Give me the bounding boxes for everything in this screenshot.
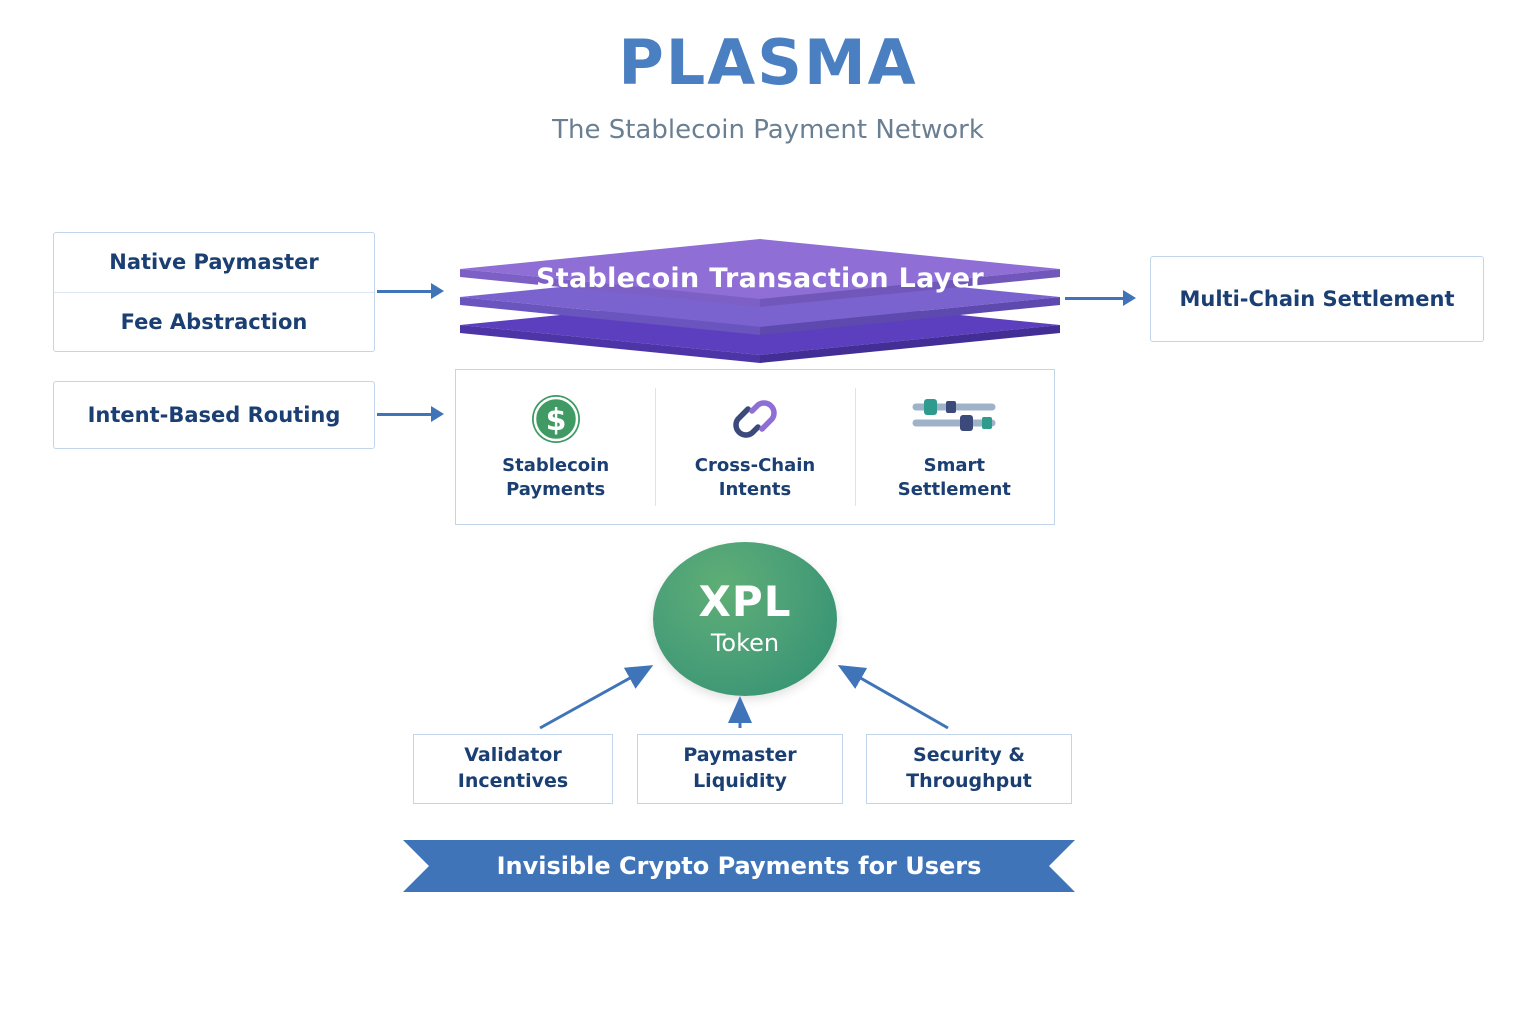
bottom-box-validator-incentives: [413, 734, 613, 804]
bottom-box-line2: Throughput: [906, 770, 1032, 792]
arrow-routing-to-features-line: [377, 413, 433, 416]
sliders-icon: [908, 392, 1000, 446]
features-panel: [455, 369, 1055, 525]
layer-stack-label: Stablecoin Transaction Layer: [536, 263, 984, 294]
banner-label: Invisible Crypto Payments for Users: [496, 852, 982, 880]
arrow-paymaster-to-layer-head: [431, 283, 444, 299]
bottom-box-line2: Incentives: [457, 770, 569, 792]
arrow-layer-to-settlement-line: [1065, 297, 1125, 300]
chain-link-icon: [724, 392, 786, 446]
left-box-row-fee-abstraction: Fee Abstraction: [120, 309, 308, 334]
left-box-paymaster: [53, 232, 375, 352]
bottom-box-line1: Paymaster: [683, 744, 797, 767]
arrow-paymaster-to-layer-line: [377, 290, 433, 293]
bottom-box-security-throughput: [866, 734, 1072, 804]
right-box-multi-chain-settlement: Multi-Chain Settlement: [1150, 256, 1484, 342]
feature-line1: Smart: [923, 454, 985, 476]
token-sublabel: Token: [710, 629, 780, 657]
feature-label-cross-chain-intents: [695, 454, 816, 503]
stablecoin-transaction-layer-stack: [450, 225, 1070, 370]
bottom-box-paymaster-liquidity: [637, 734, 843, 804]
feature-cross-chain-intents: [655, 370, 854, 524]
arrow-layer-to-settlement-head: [1123, 290, 1136, 306]
feature-label-smart-settlement: [898, 454, 1011, 503]
xpl-token-node: [653, 542, 837, 696]
feature-line2: Settlement: [897, 479, 1011, 500]
arrow-routing-to-features-head: [431, 406, 444, 422]
feature-line2: Payments: [506, 479, 606, 500]
bottom-box-line1: Security &: [913, 744, 1025, 767]
feature-line1: Cross-Chain: [694, 454, 816, 476]
left-box-intent-routing: Intent-Based Routing: [53, 381, 375, 449]
page-subtitle: The Stablecoin Payment Network: [552, 115, 984, 145]
bottom-box-line1: Validator: [464, 744, 562, 767]
feature-smart-settlement: [855, 370, 1054, 524]
layer-stack-graphic: [450, 225, 1070, 370]
token-symbol: XPL: [698, 577, 792, 626]
feature-line1: Stablecoin: [502, 454, 610, 476]
bottom-box-line2: Liquidity: [693, 770, 787, 792]
bottom-banner: [403, 840, 1075, 892]
feature-stablecoin-payments: [456, 370, 655, 524]
dollar-coin-icon: [530, 392, 582, 446]
feature-line2: Intents: [718, 479, 792, 500]
svg-text:$: $: [545, 402, 567, 438]
feature-label-stablecoin-payments: [502, 454, 609, 503]
page-title: PLASMA: [618, 26, 918, 99]
left-box-row-native-paymaster: Native Paymaster: [54, 233, 374, 293]
